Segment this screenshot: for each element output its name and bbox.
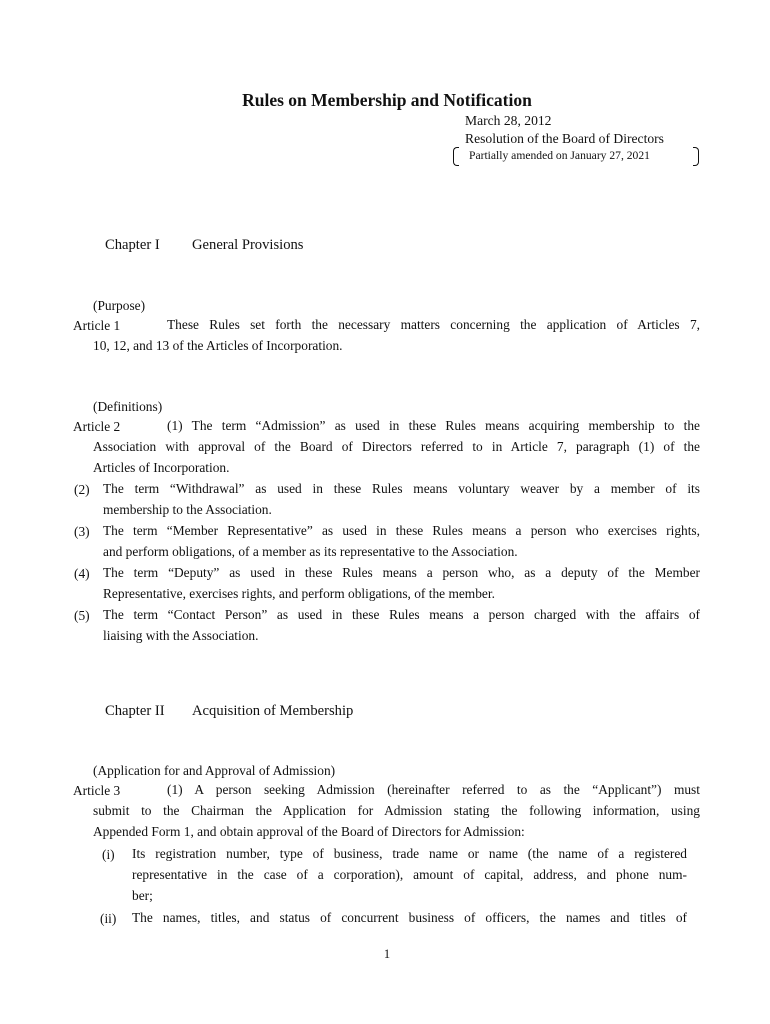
chapter-1-heading [105,237,405,257]
article-3-item-i-number: (i) [102,847,115,862]
article-2-item-2-line-1: The term “Withdrawal” as used in these Rules means voluntary weaver by a member of its [103,481,700,496]
article-2-item-2-text [103,479,700,521]
article-2-para-1-line-1: (1) The term “Admission” as used in these Rules means acquiring membership to the [167,418,700,433]
article-3-para-1-line-1: (1) A person seeking Admission (hereinafter referred to as the “Applicant”) must [167,782,700,797]
resolution-date: March 28, 2012 [465,113,552,128]
article-2-caption: (Definitions) [93,399,163,414]
article-2-item-3-line-1: The term “Member Representative” as used in these Rules means a person who exercises rights, [103,523,700,538]
article-3-item-i-line-3: ber; [132,887,153,903]
article-2-label: Article 2 [73,419,121,434]
article-2-item-3-text [103,521,700,563]
article-1-cont-block [93,336,700,357]
article-3-para-1-line-2: submit to the Chairman the Application for Admission stating the following information, using [93,803,700,818]
bracket-right [693,147,699,166]
article-2-item-5-line-1: The term “Contact Person” as used in these Rules means a person charged with the affairs of [103,607,700,622]
article-2-item-5-line-2: liaising with the Association. [103,627,259,643]
amendment-note [452,146,700,166]
chapter-1-title: General Provisions [192,237,304,253]
article-3-caption: (Application for and Approval of Admission) [93,763,336,778]
article-3-item-i-line-2: representative in the case of a corporation), amount of capital, address, and phone num- [132,866,687,882]
chapter-2-title: Acquisition of Membership [192,703,354,719]
article-2-item-2-line-2: membership to the Association. [103,501,272,517]
article-3-item-i-text [132,844,687,906]
article-2-para-1-line-3: Articles of Incorporation. [93,459,230,475]
article-3-item-i-line-1: Its registration number, type of business, trade name or name (the name of a registered [132,846,687,861]
article-2-item-2-number: (2) [74,482,90,497]
article-2-item-3-number: (3) [74,524,90,539]
chapter-2-heading [105,703,425,723]
article-2-item-4-number: (4) [74,566,90,581]
article-2-item-5-number: (5) [74,608,90,623]
article-2-item-4-text [103,563,700,605]
article-2-para-1-first [167,416,700,437]
document-title: Rules on Membership and Notification [242,90,532,110]
article-1-caption: (Purpose) [93,298,146,313]
article-3-label: Article 3 [73,783,121,798]
article-2-item-3-line-2: and perform obligations, of a member as its representative to the Association. [103,543,518,559]
article-1-line-2: 10, 12, and 13 of the Articles of Incorporation. [93,338,343,353]
resolution-body: Resolution of the Board of Directors [465,131,664,146]
article-3-item-ii-number: (ii) [100,911,117,926]
article-3-para-1-cont [93,801,700,843]
article-2-item-4-line-2: Representative, exercises rights, and perform obligations, of the member. [103,585,495,601]
article-1-line-1: These Rules set forth the necessary matters concerning the application of Articles 7, [167,317,700,332]
page-number: 1 [383,947,391,961]
article-2-para-1-cont [93,437,700,479]
article-2-item-4-line-1: The term “Deputy” as used in these Rules means a person who, as a deputy of the Member [103,565,700,580]
amendment-text: Partially amended on January 27, 2021 [469,149,650,162]
article-1-line-1-block [167,315,700,336]
article-3-para-1-line-3: Appended Form 1, and obtain approval of the Board of Directors for Admission: [93,823,525,839]
article-3-para-1-first [167,780,700,801]
chapter-2-number: Chapter II [105,703,165,719]
article-2-para-1-line-2: Association with approval of the Board of Directors referred to in Article 7, paragraph (1) of the [93,439,700,454]
chapter-1-number: Chapter I [105,237,160,253]
bracket-left [453,147,459,166]
article-3-item-ii-line-1: The names, titles, and status of concurrent business of officers, the names and titles of [132,910,687,925]
article-2-item-5-text [103,605,700,647]
article-1-label: Article 1 [73,318,121,333]
article-3-item-ii-text [132,908,687,929]
